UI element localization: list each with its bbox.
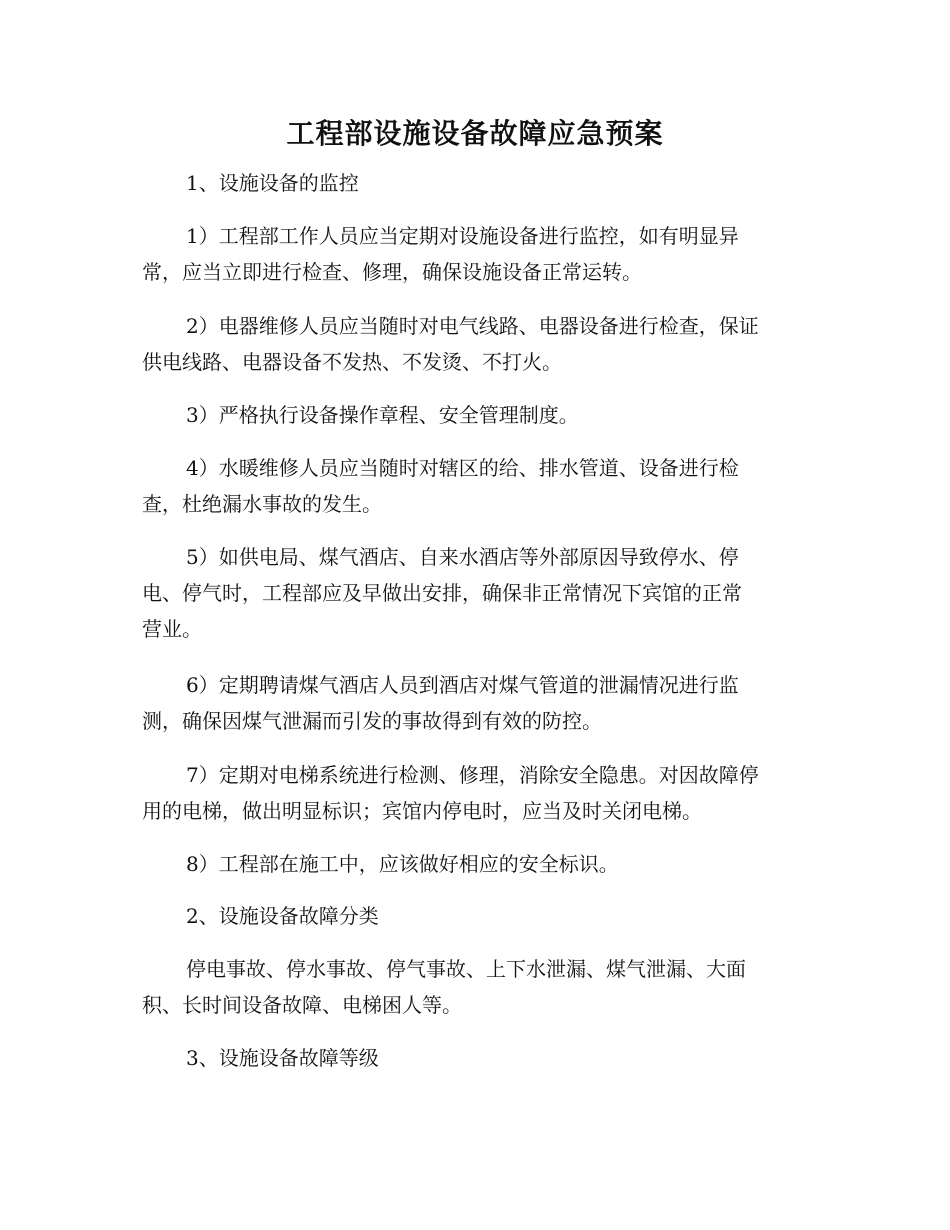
paragraph-line: 积、长时间设备故障、电梯困人等。 (142, 993, 462, 1017)
paragraph-item-6 (142, 667, 812, 739)
paragraph-line: 测，确保因煤气泄漏而引发的事故得到有效的防控。 (142, 709, 602, 733)
paragraph-line: 用的电梯，做出明显标识；宾馆内停电时，应当及时关闭电梯。 (142, 799, 702, 823)
paragraph-line: 营业。 (142, 617, 202, 641)
paragraph-line: 8）工程部在施工中，应该做好相应的安全标识。 (186, 852, 619, 876)
paragraph-line: 停电事故、停水事故、停气事故、上下水泄漏、煤气泄漏、大面 (186, 957, 746, 981)
paragraph-line: 4）水暖维修人员应当随时对辖区的给、排水管道、设备进行检 (186, 456, 739, 480)
paragraph-line: 5）如供电局、煤气酒店、自来水酒店等外部原因导致停水、停 (186, 545, 739, 569)
paragraph-line: 7）定期对电梯系统进行检测、修理，消除安全隐患。对因故障停 (186, 763, 759, 787)
paragraph-line: 查，杜绝漏水事故的发生。 (142, 492, 382, 516)
paragraph-line: 2）电器维修人员应当随时对电气线路、电器设备进行检查，保证 (186, 314, 759, 338)
paragraph-line: 电、停气时，工程部应及早做出安排，确保非正常情况下宾馆的正常 (142, 581, 742, 605)
section-heading-3 (142, 1040, 812, 1076)
section-heading-1 (142, 165, 812, 201)
paragraph-line: 供电线路、电器设备不发热、不发烫、不打火。 (142, 350, 562, 374)
paragraph-item-4 (142, 450, 812, 522)
paragraph-line: 1、设施设备的监控 (186, 171, 359, 195)
paragraph-line: 1）工程部工作人员应当定期对设施设备进行监控，如有明显异 (186, 224, 739, 248)
paragraph-item-7 (142, 757, 812, 829)
paragraph-line: 3）严格执行设备操作章程、安全管理制度。 (186, 403, 579, 427)
section-heading-2 (142, 898, 812, 934)
paragraph-line: 3、设施设备故障等级 (186, 1046, 379, 1070)
paragraph-item-3 (142, 397, 812, 433)
paragraph-item-2 (142, 308, 812, 380)
paragraph-item-5 (142, 539, 812, 647)
paragraph-item-1 (142, 218, 812, 290)
paragraph-line: 常，应当立即进行检查、修理，确保设施设备正常运转。 (142, 260, 642, 284)
paragraph-fault-categories (142, 951, 812, 1023)
document-title: 工程部设施设备故障应急预案 (286, 117, 664, 150)
paragraph-line: 6）定期聘请煤气酒店人员到酒店对煤气管道的泄漏情况进行监 (186, 673, 739, 697)
paragraph-line: 2、设施设备故障分类 (186, 904, 379, 928)
paragraph-item-8 (142, 846, 812, 882)
